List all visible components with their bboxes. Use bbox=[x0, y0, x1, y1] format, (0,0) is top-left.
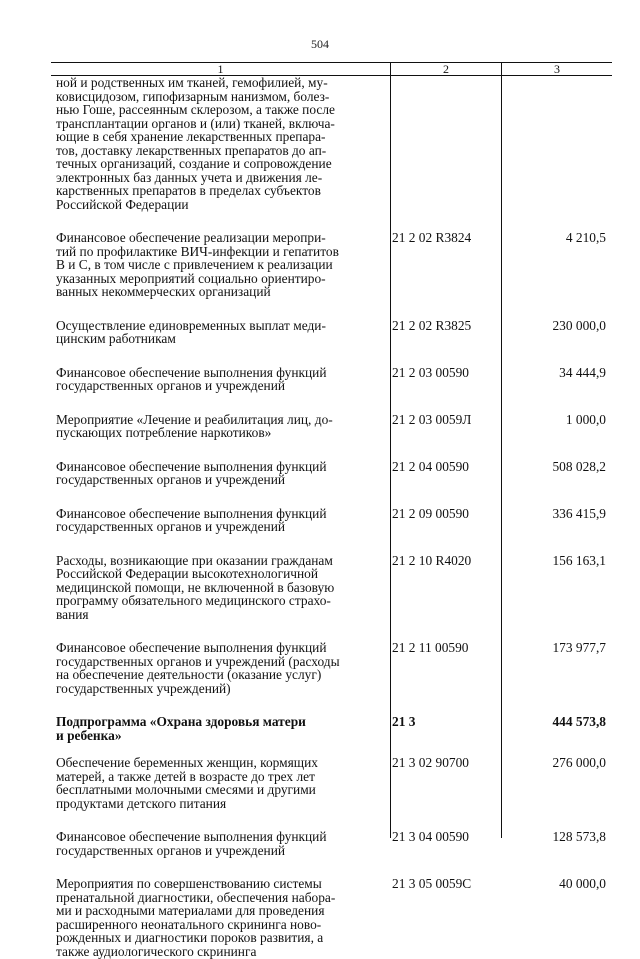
row-description: Расходы, возникающие при оказании гражданам Российской Федерации высокотехнологичной медицинской помощи, не включенной в базовую программу обязательного медицинского страхо- вания bbox=[56, 552, 335, 622]
table-row bbox=[56, 877, 606, 958]
row-code: 21 3 04 00590 bbox=[392, 829, 469, 844]
table-row bbox=[56, 319, 606, 346]
row-description: Мероприятие «Лечение и реабилитация лиц, до- пускающих потребление наркотиков» bbox=[56, 411, 333, 440]
row-description: Финансовое обеспечение реализации меропри- тий по профилактике ВИЧ-инфекции и гепатитов В и С, в том числе с привлечением к реализации указанных мероприятий социально ориентиро- ванных некоммерческих организаций bbox=[56, 230, 339, 299]
row-code: 21 2 03 00590 bbox=[392, 364, 469, 380]
row-code: 21 3 05 0059С bbox=[392, 876, 472, 891]
subprogram-row bbox=[56, 715, 606, 742]
table-row bbox=[56, 554, 606, 622]
row-code: 21 3 bbox=[392, 714, 416, 729]
row-description: ной и родственных им тканей, гемофилией, му- ковисцидозом, гипофизарным нанизмом, болез- нью Гоше, рассеянным склерозом, а также после трансплантации органов и (или) тканей, включа- ющие в себя хранение лекарственных препара- тов, доставку лекарственных препаратов до ап- течных организаций, создание и сопровождение электронных баз данных учета и движения ле- карственных препаратов в пределах субъектов Российской Федерации bbox=[56, 75, 335, 212]
row-description: Финансовое обеспечение выполнения функций государственных органов и учреждений bbox=[56, 364, 327, 393]
column-header-1: 1 bbox=[217, 62, 224, 76]
row-code: 21 2 09 00590 bbox=[392, 505, 469, 521]
row-code: 21 2 03 0059Л bbox=[392, 411, 472, 427]
row-code: 21 2 02 R3824 bbox=[392, 230, 472, 245]
row-code bbox=[384, 76, 510, 211]
table-row bbox=[56, 413, 606, 440]
table-row bbox=[56, 507, 606, 534]
row-code: 21 3 02 90700 bbox=[392, 755, 469, 770]
table-row bbox=[56, 460, 606, 487]
table-row bbox=[56, 641, 606, 695]
column-header-2: 2 bbox=[390, 63, 502, 75]
row-amount: 173 977,7 bbox=[552, 640, 606, 655]
row-amount: 508 028,2 bbox=[552, 458, 606, 474]
row-amount: 230 000,0 bbox=[552, 317, 606, 333]
row-amount: 128 573,8 bbox=[552, 829, 606, 844]
row-amount: 34 444,9 bbox=[559, 364, 606, 380]
table-row bbox=[56, 231, 606, 299]
row-description: Финансовое обеспечение выполнения функций государственных органов и учреждений bbox=[56, 829, 327, 858]
row-description: Подпрограмма «Охрана здоровья матери и ребенка» bbox=[56, 714, 306, 743]
row-description: Финансовое обеспечение выполнения функций государственных органов и учреждений bbox=[56, 505, 327, 534]
row-code: 21 2 02 R3825 bbox=[392, 317, 472, 333]
table-row bbox=[56, 756, 606, 810]
row-amount: 156 163,1 bbox=[552, 552, 606, 568]
row-amount: 444 573,8 bbox=[552, 714, 606, 729]
row-amount bbox=[510, 76, 606, 211]
page-number: 504 bbox=[311, 37, 329, 51]
row-code: 21 2 10 R4020 bbox=[392, 552, 472, 568]
row-code: 21 2 04 00590 bbox=[392, 458, 469, 474]
row-code: 21 2 11 00590 bbox=[392, 640, 469, 655]
row-description: Обеспечение беременных женщин, кормящих матерей, а также детей в возрасте до трех лет бесплатными молочными смесями и другими продуктами детского питания bbox=[56, 755, 318, 811]
row-description: Финансовое обеспечение выполнения функций государственных органов и учреждений (расходы на обеспечение деятельности (оказание услуг) государственных учреждений) bbox=[56, 640, 340, 696]
row-description: Мероприятия по совершенствованию системы пренатальной диагностики, обеспечения набора- ми и расходными материалами для проведения расширенного неонатального скрининга ново- рожденных и диагностики пороков развития, а также аудиологического скрининга bbox=[56, 876, 336, 959]
row-amount: 40 000,0 bbox=[559, 876, 606, 891]
row-amount: 1 000,0 bbox=[565, 411, 606, 427]
row-description: Финансовое обеспечение выполнения функций государственных органов и учреждений bbox=[56, 458, 327, 487]
row-amount: 4 210,5 bbox=[565, 230, 606, 245]
table-row bbox=[56, 76, 606, 211]
row-description: Осуществление единовременных выплат меди- цинским работникам bbox=[56, 317, 326, 346]
row-amount: 276 000,0 bbox=[552, 755, 606, 770]
column-header-3: 3 bbox=[554, 62, 560, 76]
table-body bbox=[56, 76, 606, 958]
row-amount: 336 415,9 bbox=[552, 505, 606, 521]
table-row bbox=[56, 830, 606, 857]
table-row bbox=[56, 366, 606, 393]
